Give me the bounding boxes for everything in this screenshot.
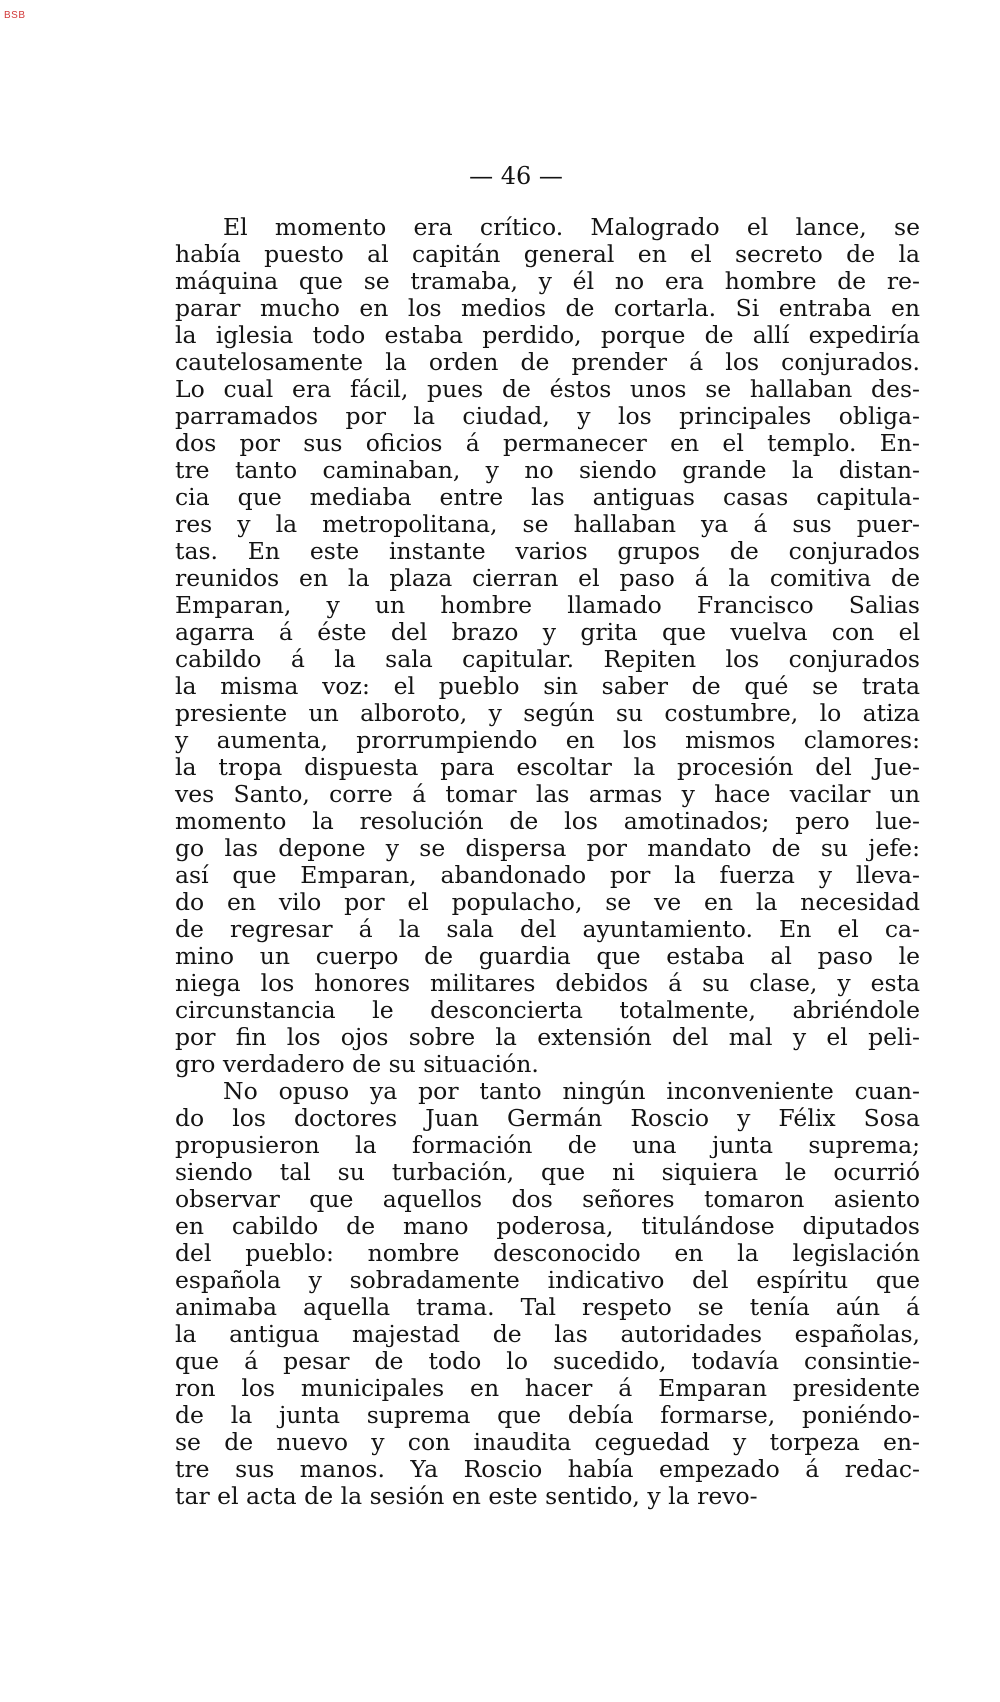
text-line: cia que mediaba entre las antiguas casas capitula- [175, 483, 920, 511]
text-line: Emparan, y un hombre llamado Francisco Salias [175, 591, 920, 619]
text-line: la misma voz: el pueblo sin saber de qué se trata [175, 672, 920, 700]
text-line: así que Emparan, abandonado por la fuerza y lleva- [175, 861, 920, 889]
text-line: momento la resolución de los amotinados; pero lue- [175, 807, 920, 835]
text-line: observar que aquellos dos señores tomaron asiento [175, 1185, 920, 1213]
text-line: siendo tal su turbación, que ni siquiera le ocurrió [175, 1158, 920, 1186]
text-line: dos por sus oficios á permanecer en el templo. En- [175, 429, 920, 457]
text-line: se de nuevo y con inaudita ceguedad y torpeza en- [175, 1428, 920, 1456]
body-text [175, 214, 920, 1510]
library-watermark: BSB [4, 10, 26, 21]
text-line: tre tanto caminaban, y no siendo grande la distan- [175, 456, 920, 484]
text-line: parar mucho en los medios de cortarla. Si entraba en [175, 294, 920, 322]
text-line: animaba aquella trama. Tal respeto se tenía aún á [175, 1293, 920, 1321]
text-line: había puesto al capitán general en el secreto de la [175, 240, 920, 268]
text-line: por fin los ojos sobre la extensión del mal y el peli- [175, 1023, 920, 1051]
text-line: y aumenta, prorrumpiendo en los mismos clamores: [175, 726, 920, 754]
text-line: Lo cual era fácil, pues de éstos unos se hallaban des- [175, 375, 920, 403]
paragraph [175, 1078, 920, 1510]
text-line: propusieron la formación de una junta suprema; [175, 1131, 920, 1159]
text-line: El momento era crítico. Malogrado el lance, se [223, 213, 920, 241]
text-line: máquina que se tramaba, y él no era hombre de re- [175, 267, 920, 295]
text-line: tre sus manos. Ya Roscio había empezado á redac- [175, 1455, 920, 1483]
text-line: tar el acta de la sesión en este sentido, y la revo- [175, 1482, 758, 1510]
paragraph [175, 214, 920, 1078]
text-line: do en vilo por el populacho, se ve en la necesidad [175, 888, 920, 916]
text-line: parramados por la ciudad, y los principales obliga- [175, 402, 920, 430]
text-line: la tropa dispuesta para escoltar la procesión del Jue- [175, 753, 920, 781]
text-line: la iglesia todo estaba perdido, porque de allí expediría [175, 321, 920, 349]
text-line: No opuso ya por tanto ningún inconveniente cuan- [223, 1077, 920, 1105]
text-line: mino un cuerpo de guardia que estaba al paso le [175, 942, 920, 970]
text-line: la antigua majestad de las autoridades españolas, [175, 1320, 920, 1348]
text-line: go las depone y se dispersa por mandato de su jefe: [175, 834, 920, 862]
text-line: presiente un alboroto, y según su costumbre, lo atiza [175, 699, 920, 727]
text-line: agarra á éste del brazo y grita que vuelva con el [175, 618, 920, 646]
text-line: tas. En este instante varios grupos de conjurados [175, 537, 920, 565]
text-line: niega los honores militares debidos á su clase, y esta [175, 969, 920, 997]
page-number: — 46 — [469, 162, 563, 190]
text-line: del pueblo: nombre desconocido en la legislación [175, 1239, 920, 1267]
text-line: ron los municipales en hacer á Emparan presidente [175, 1374, 920, 1402]
text-line: que á pesar de todo lo sucedido, todavía consintie- [175, 1347, 920, 1375]
text-line: en cabildo de mano poderosa, titulándose diputados [175, 1212, 920, 1240]
text-line: gro verdadero de su situación. [175, 1050, 539, 1078]
text-line: res y la metropolitana, se hallaban ya á sus puer- [175, 510, 920, 538]
text-line: española y sobradamente indicativo del espíritu que [175, 1266, 920, 1294]
text-line: reunidos en la plaza cierran el paso á la comitiva de [175, 564, 920, 592]
text-line: cautelosamente la orden de prender á los conjurados. [175, 348, 920, 376]
text-line: cabildo á la sala capitular. Repiten los conjurados [175, 645, 920, 673]
text-line: circunstancia le desconcierta totalmente, abriéndole [175, 996, 920, 1024]
text-line: ves Santo, corre á tomar las armas y hace vacilar un [175, 780, 920, 808]
text-line: do los doctores Juan Germán Roscio y Félix Sosa [175, 1104, 920, 1132]
text-line: de la junta suprema que debía formarse, poniéndo- [175, 1401, 920, 1429]
text-line: de regresar á la sala del ayuntamiento. En el ca- [175, 915, 920, 943]
